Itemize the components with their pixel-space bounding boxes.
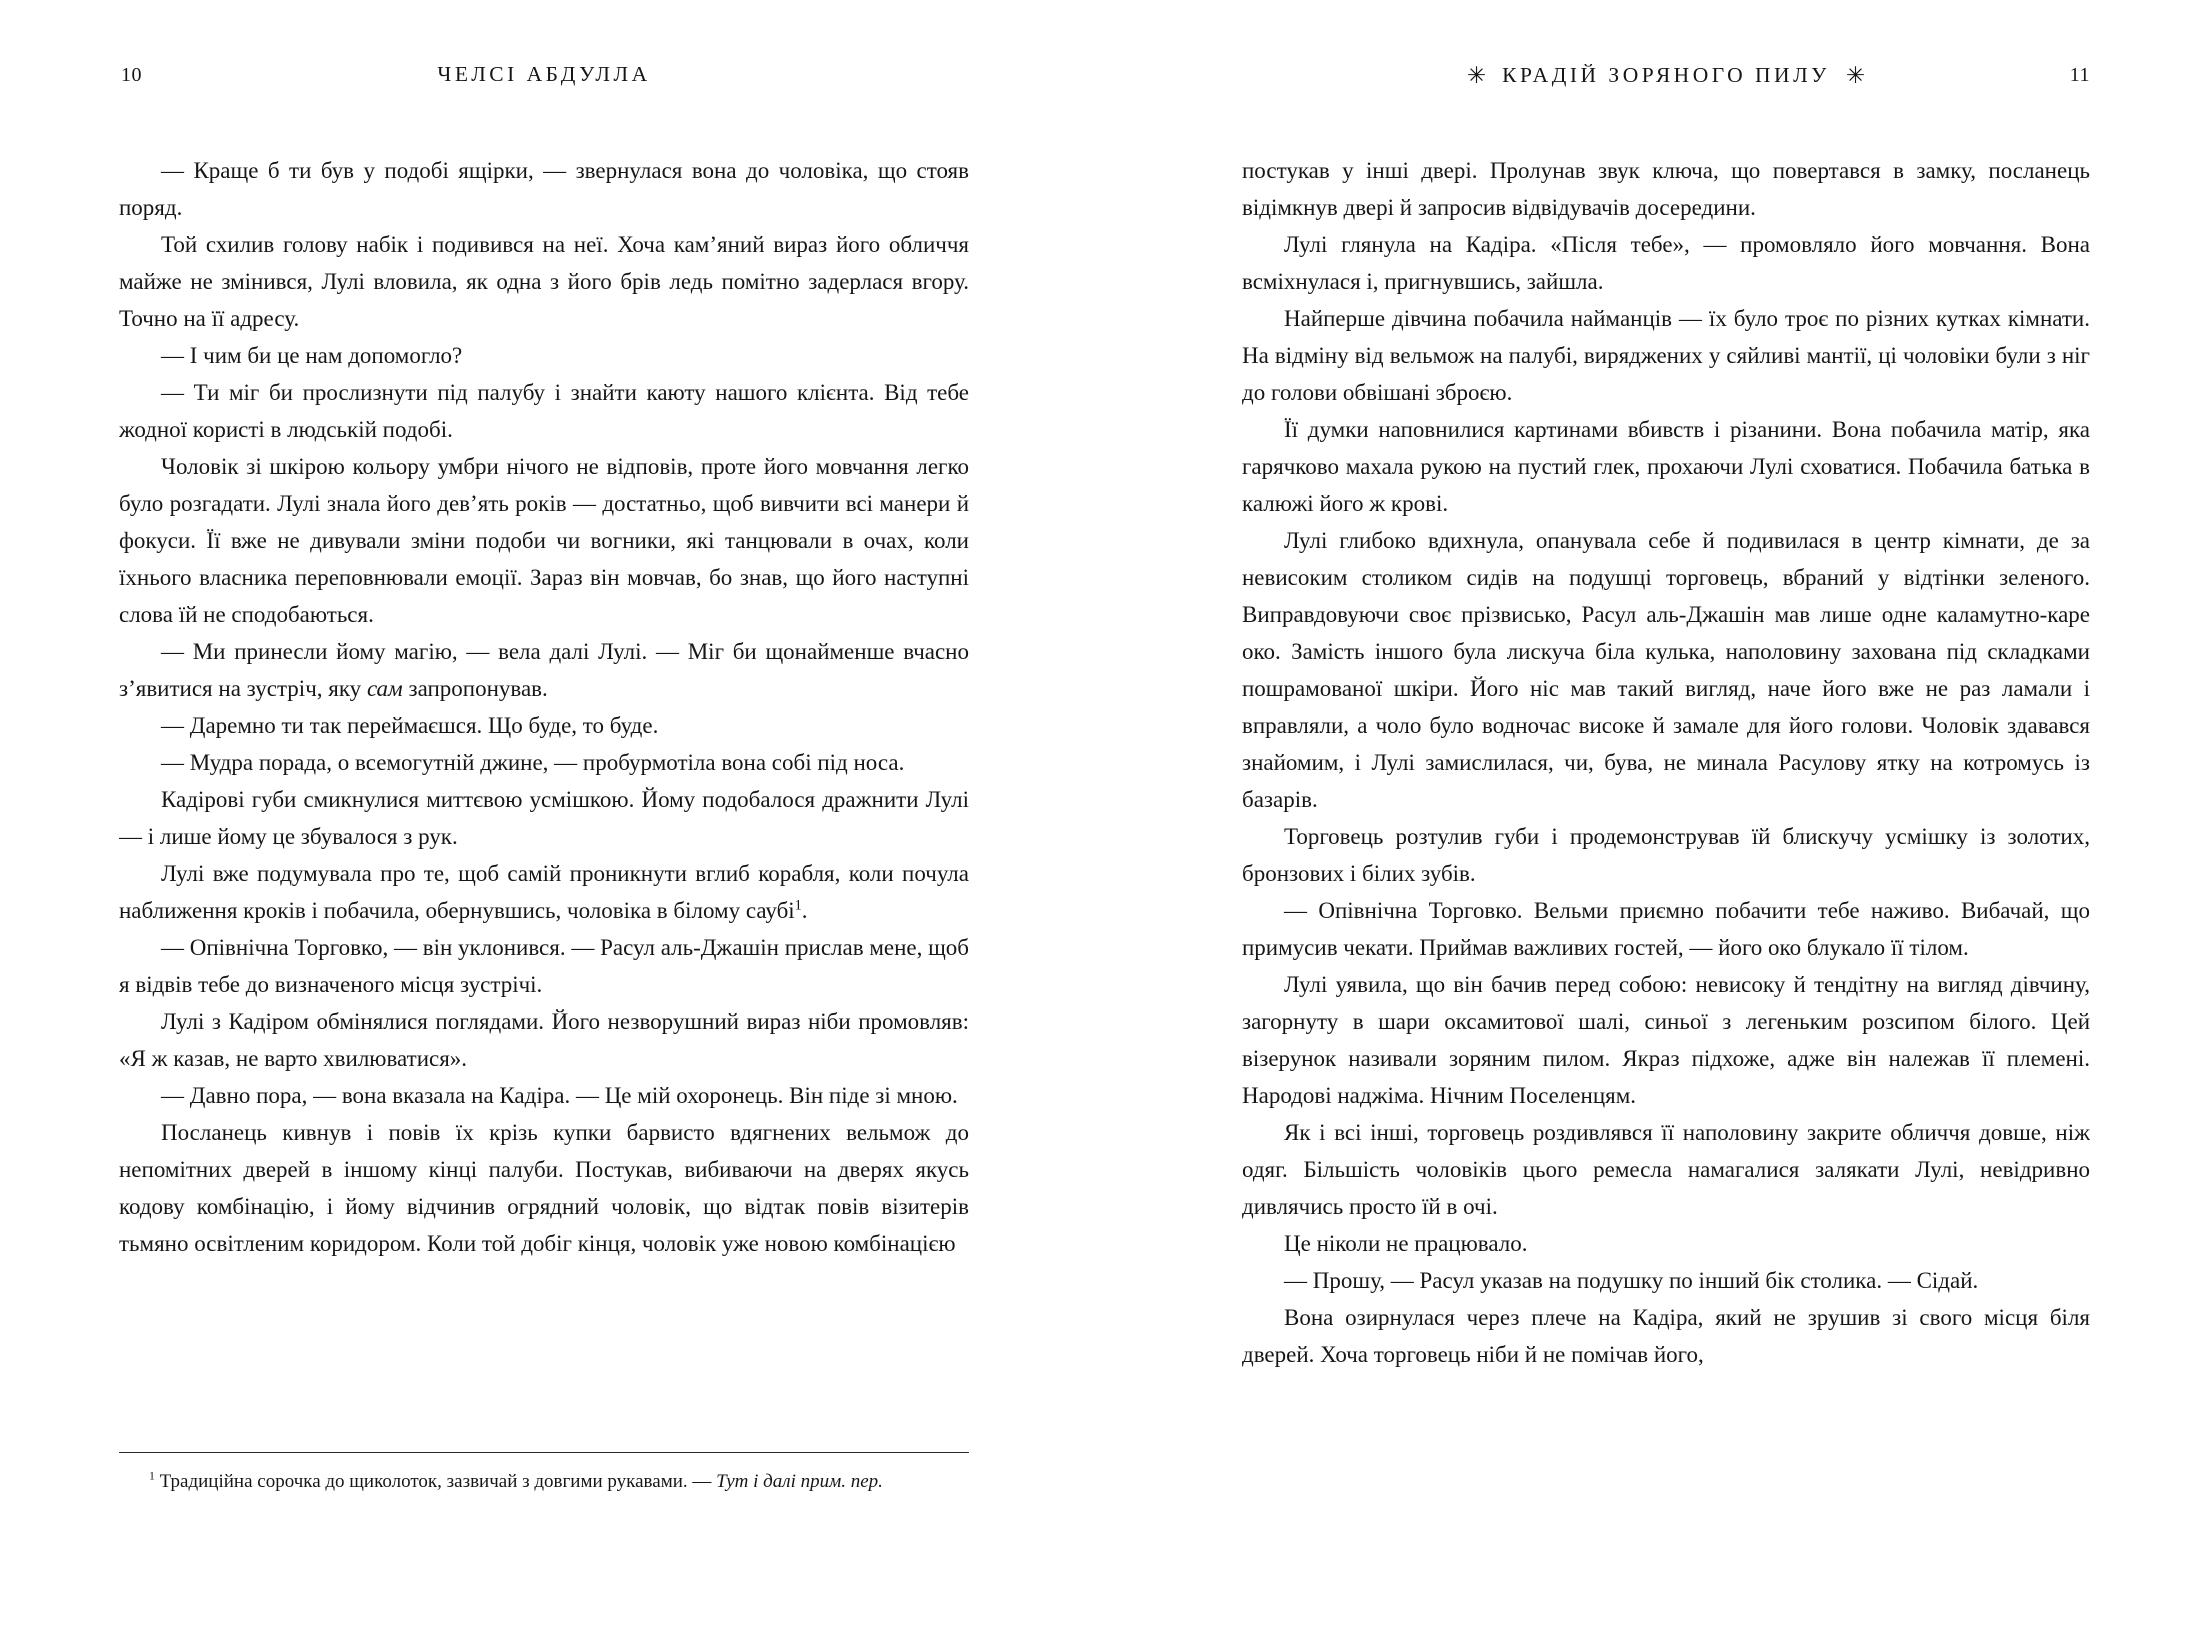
text-segment: Вона озирнулася через плече на Кадіра, який не зрушив зі свого місця біля дверей. Хоча торговець ніби й не помічав його,	[1242, 1305, 2090, 1367]
paragraph	[119, 633, 969, 707]
paragraph	[119, 1114, 969, 1262]
running-head-author: ЧЕЛСІ АБДУЛЛА	[437, 62, 651, 86]
page-number-right: 11	[2069, 64, 2090, 86]
paragraph	[119, 1003, 969, 1077]
star-ornament-left-icon: ✳	[1466, 63, 1487, 88]
text-segment: Торговець розтулив губи і продемонстрував їй блискучу усмішку із золотих, бронзових і білих зубів.	[1242, 824, 2090, 886]
text-segment: Традиційна сорочка до щиколоток, зазвичай з довгими рукавами. —	[159, 1471, 717, 1492]
text-segment: запропонував.	[402, 676, 548, 701]
text-segment: — Прошу, — Расул указав на подушку по інший бік столика. — Сідай.	[1284, 1268, 1979, 1293]
left-page-header	[119, 62, 969, 90]
text-segment: Лулі уявила, що він бачив перед собою: невисоку й тендітну на вигляд дівчину, загорнуту в шари оксамитової шалі, синьої з легеньким розсипом білого. Цей візерунок називали зоряним пилом. Якраз підхоже, адже він належав її племені. Народові наджіма. Нічним Поселенцям.	[1242, 972, 2090, 1108]
running-head-title	[1242, 62, 2090, 88]
text-segment: сам	[366, 676, 403, 701]
text-segment: Лулі глибоко вдихнула, опанувала себе й подивилася в центр кімнати, де за невисоким столиком сидів на подушці торговець, вбраний у відтінки зеленого. Виправдовуючи своє прізвисько, Расул аль-Джашін мав лише одне каламутно-каре око. Замість іншого була лискуча біла кулька, наполовину захована під складками пошрамованої шкіри. Його ніс мав такий вигляд, наче його вже не раз ламали і вправляли, а чоло було водночас високе й замале для його голови. Чоловік здавався знайомим, і Лулі замислилася, чи, бува, не минала Расулову ятку на котромусь із базарів.	[1242, 528, 2090, 812]
text-segment: постукав у інші двері. Пролунав звук ключа, що повертався в замку, посланець відімкнув двері й запросив відвідувачів досередини.	[1242, 158, 2090, 220]
paragraph	[1242, 1225, 2090, 1262]
text-segment: .	[801, 898, 808, 923]
paragraph	[1242, 300, 2090, 411]
left-text-column	[119, 62, 969, 1262]
text-segment: Той схилив голову набік і подивився на неї. Хоча кам’яний вираз його обличчя майже не змінився, Лулі вловила, як одна з його брів ледь помітно задерлася вгору. Точно на її адресу.	[119, 232, 969, 331]
text-segment: — Даремно ти так переймаєшся. Що буде, то буде.	[161, 713, 659, 738]
paragraph	[119, 374, 969, 448]
paragraph	[1242, 966, 2090, 1114]
book-title-text: КРАДІЙ ЗОРЯНОГО ПИЛУ	[1502, 63, 1830, 87]
text-segment: Як і всі інші, торговець роздивлявся її наполовину закрите обличчя довше, ніж одяг. Більшість чоловіків цього ремесла намагалися залякати Лулі, невідривно дивлячись просто їй в очі.	[1242, 1120, 2090, 1219]
text-segment: Посланець кивнув і повів їх крізь купки барвисто вдягнених вельмож до непомітних дверей в іншому кінці палуби. Постукав, вибиваючи на дверях якусь кодову комбінацію, і йому відчинив огрядний чоловік, що відтак повів візитерів тьмяно освітленим коридором. Коли той добіг кінця, чоловік уже новою комбінацією	[119, 1120, 969, 1256]
paragraph	[119, 1077, 969, 1114]
paragraph	[1242, 411, 2090, 522]
text-segment: — Опівнічна Торговко. Вельми приємно побачити тебе наживо. Вибачай, що примусив чекати. Приймав важливих гостей, — його око блукало її тілом.	[1242, 898, 2090, 960]
paragraph	[119, 744, 969, 781]
left-body-text	[119, 152, 969, 1262]
right-text-column	[1242, 62, 2090, 1373]
paragraph	[119, 152, 969, 226]
paragraph	[1242, 152, 2090, 226]
paragraph	[1242, 522, 2090, 818]
paragraph	[1242, 818, 2090, 892]
right-body-text	[1242, 152, 2090, 1373]
text-segment: — Опівнічна Торговко, — він уклонився. — Расул аль-Джашін прислав мене, щоб я відвів тебе до визначеного місця зустрічі.	[119, 935, 969, 997]
text-segment: — Ми принесли йому магію, — вела далі Лулі. — Міг би щонайменше вчасно з’явитися на зустріч, яку	[119, 639, 969, 701]
footnote-reference: 1	[794, 897, 802, 914]
text-segment: Її думки наповнилися картинами вбивств і різанини. Вона побачила матір, яка гарячково махала рукою на пустий глек, прохаючи Лулі сховатися. Побачила батька в калюжі його ж крові.	[1242, 417, 2090, 516]
footnote-rule	[119, 1452, 969, 1453]
text-segment: — Ти міг би прослизнути під палубу і знайти каюту нашого клієнта. Від тебе жодної користі в людській подобі.	[119, 380, 969, 442]
paragraph	[1242, 226, 2090, 300]
text-segment: Лулі з Кадіром обмінялися поглядами. Його незворушний вираз ніби промовляв: «Я ж казав, не варто хвилюватися».	[119, 1009, 969, 1071]
footnote-marker: 1	[149, 1469, 155, 1483]
text-segment: — Давно пора, — вона вказала на Кадіра. — Це мій охоронець. Він піде зі мною.	[161, 1083, 958, 1108]
text-segment: Чоловік зі шкірою кольору умбри нічого не відповів, проте його мовчання легко було розгадати. Лулі знала його дев’ять років — достатньо, щоб вивчити всі манери й фокуси. Її вже не дивували зміни подоби чи вогники, які танцювали в очах, коли їхнього власника переповнювали емоції. Зараз він мовчав, бо знав, що його наступні слова їй не сподобаються.	[119, 454, 969, 627]
text-segment: Тут і далі прим. пер.	[716, 1471, 883, 1492]
text-segment: Лулі вже подумувала про те, щоб самій проникнути вглиб корабля, коли почула наближення кроків і побачила, обернувшись, чоловіка в білому саубі	[119, 861, 969, 923]
paragraph	[119, 448, 969, 633]
paragraph	[119, 929, 969, 1003]
right-page-header	[1242, 62, 2090, 90]
text-segment: Лулі глянула на Кадіра. «Після тебе», — промовляло його мовчання. Вона всміхнулася і, пригнувшись, зайшла.	[1242, 232, 2090, 294]
paragraph	[119, 781, 969, 855]
text-segment: — Краще б ти був у подобі ящірки, — звернулася вона до чоловіка, що стояв поряд.	[119, 158, 969, 220]
paragraph	[1242, 1299, 2090, 1373]
footnote-text	[119, 1466, 969, 1497]
star-ornament-right-icon: ✳	[1845, 63, 1866, 88]
paragraph	[1242, 1114, 2090, 1225]
page-right	[1100, 0, 2200, 1650]
footnote	[119, 1452, 969, 1497]
paragraph	[1242, 892, 2090, 966]
paragraph	[119, 337, 969, 374]
page-number-left: 10	[121, 64, 142, 86]
paragraph	[119, 855, 969, 929]
paragraph	[119, 707, 969, 744]
paragraph	[119, 226, 969, 337]
paragraph	[1242, 1262, 2090, 1299]
text-segment: Це ніколи не працювало.	[1284, 1231, 1528, 1256]
text-segment: — І чим би це нам допомогло?	[161, 343, 463, 368]
text-segment: Найперше дівчина побачила найманців — їх було троє по різних кутках кімнати. На відміну від вельмож на палубі, виряджених у сяйливі мантії, ці чоловіки були з ніг до голови обвішані зброєю.	[1242, 306, 2090, 405]
text-segment: Кадірові губи смикнулися миттєвою усмішкою. Йому подобалося дражнити Лулі — і лише йому це збувалося з рук.	[119, 787, 969, 849]
text-segment: — Мудра порада, о всемогутній джине, — пробурмотіла вона собі під носа.	[161, 750, 905, 775]
